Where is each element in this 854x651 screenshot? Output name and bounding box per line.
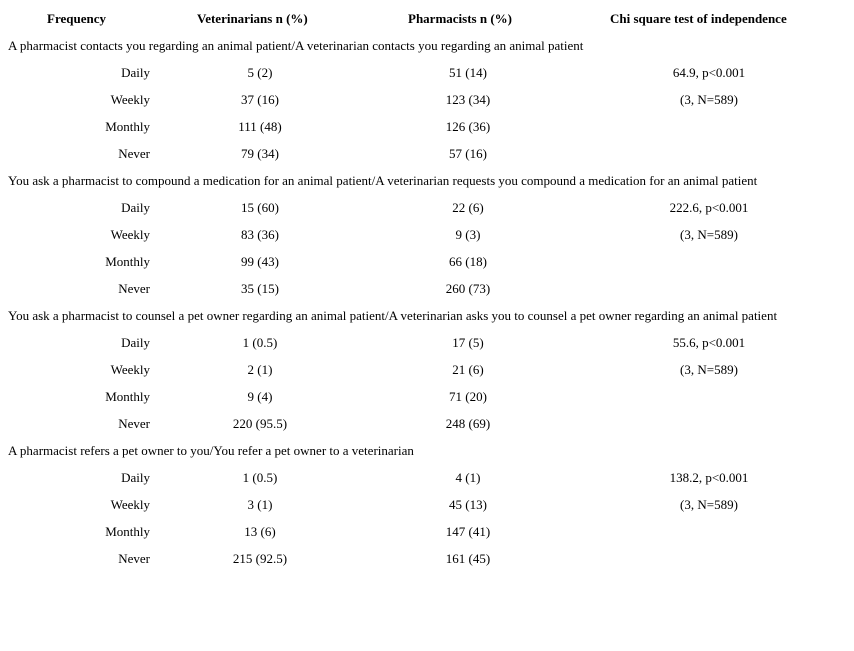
table-row — [0, 524, 854, 551]
pharmacists-cell: 126 (36) — [445, 119, 491, 134]
pharmacists-cell: 71 (20) — [449, 389, 487, 404]
frequency-cell: Weekly — [110, 227, 150, 242]
veterinarians-cell: 5 (2) — [247, 65, 273, 80]
chi-square-cell: (3, N=589) — [680, 92, 738, 107]
table-row — [0, 227, 854, 254]
frequency-cell: Daily — [121, 470, 150, 485]
table-row — [0, 362, 854, 389]
frequency-cell: Daily — [121, 200, 150, 215]
veterinarians-cell: 79 (34) — [241, 146, 279, 161]
pharmacists-cell: 17 (5) — [452, 335, 484, 350]
question-text: You ask a pharmacist to counsel a pet owner regarding an animal patient/A veterinarian asks you to counsel a pet owner regarding an animal patient — [8, 308, 778, 323]
frequency-cell: Weekly — [110, 92, 150, 107]
pharmacists-cell: 51 (14) — [449, 65, 487, 80]
table-row — [0, 470, 854, 497]
chi-square-cell: 55.6, p<0.001 — [672, 335, 746, 350]
question-section — [0, 38, 854, 173]
pharmacists-cell: 57 (16) — [449, 146, 487, 161]
frequency-cell: Never — [118, 551, 150, 566]
veterinarians-cell: 3 (1) — [247, 497, 273, 512]
header-pharmacists: Pharmacists n (%) — [408, 11, 512, 26]
frequency-cell: Daily — [121, 65, 150, 80]
veterinarians-cell: 83 (36) — [241, 227, 279, 242]
table-row — [0, 200, 854, 227]
veterinarians-cell: 215 (92.5) — [232, 551, 288, 566]
table-row — [0, 254, 854, 281]
question-text: You ask a pharmacist to compound a medication for an animal patient/A veterinarian requests you compound a medication for an animal patient — [8, 173, 758, 188]
question-section — [0, 173, 854, 308]
table-row — [0, 389, 854, 416]
pharmacists-cell: 260 (73) — [445, 281, 491, 296]
pharmacists-cell: 123 (34) — [445, 92, 491, 107]
veterinarians-cell: 37 (16) — [241, 92, 279, 107]
veterinarians-cell: 111 (48) — [238, 119, 282, 134]
veterinarians-cell: 99 (43) — [241, 254, 279, 269]
question-section — [0, 443, 854, 578]
frequency-cell: Daily — [121, 335, 150, 350]
frequency-cell: Monthly — [105, 389, 150, 404]
veterinarians-cell: 1 (0.5) — [242, 470, 278, 485]
veterinarians-cell: 2 (1) — [247, 362, 273, 377]
veterinarians-cell: 15 (60) — [241, 200, 279, 215]
pharmacists-cell: 248 (69) — [445, 416, 491, 431]
pharmacists-cell: 4 (1) — [455, 470, 481, 485]
frequency-cell: Weekly — [110, 362, 150, 377]
veterinarians-cell: 9 (4) — [247, 389, 273, 404]
table-row — [0, 551, 854, 578]
table-row — [0, 335, 854, 362]
table-row — [0, 497, 854, 524]
frequency-cell: Monthly — [105, 524, 150, 539]
chi-square-cell: (3, N=589) — [680, 362, 738, 377]
chi-square-cell: 222.6, p<0.001 — [669, 200, 749, 215]
header-chi-square: Chi square test of independence — [610, 11, 787, 26]
veterinarians-cell: 220 (95.5) — [232, 416, 288, 431]
frequency-cell: Never — [118, 281, 150, 296]
table-row — [0, 146, 854, 173]
table-row — [0, 416, 854, 443]
chi-square-cell: (3, N=589) — [680, 227, 738, 242]
pharmacists-cell: 45 (13) — [449, 497, 487, 512]
chi-square-cell: 138.2, p<0.001 — [669, 470, 749, 485]
question-section — [0, 308, 854, 443]
veterinarians-cell: 1 (0.5) — [242, 335, 278, 350]
table-row — [0, 92, 854, 119]
frequency-cell: Monthly — [105, 254, 150, 269]
pharmacists-cell: 21 (6) — [452, 362, 484, 377]
frequency-cell: Never — [118, 146, 150, 161]
pharmacists-cell: 161 (45) — [445, 551, 491, 566]
question-text: A pharmacist contacts you regarding an animal patient/A veterinarian contacts you regarding an animal patient — [8, 38, 584, 53]
veterinarians-cell: 13 (6) — [244, 524, 276, 539]
veterinarians-cell: 35 (15) — [241, 281, 279, 296]
frequency-cell: Monthly — [105, 119, 150, 134]
pharmacists-cell: 9 (3) — [455, 227, 481, 242]
pharmacists-cell: 66 (18) — [449, 254, 487, 269]
header-frequency: Frequency — [47, 11, 106, 26]
chi-square-cell: 64.9, p<0.001 — [672, 65, 746, 80]
table-row — [0, 65, 854, 92]
frequency-cell: Never — [118, 416, 150, 431]
header-veterinarians: Veterinarians n (%) — [197, 11, 308, 26]
table-row — [0, 119, 854, 146]
chi-square-cell: (3, N=589) — [680, 497, 738, 512]
pharmacists-cell: 22 (6) — [452, 200, 484, 215]
question-text: A pharmacist refers a pet owner to you/You refer a pet owner to a veterinarian — [8, 443, 414, 458]
pharmacists-cell: 147 (41) — [445, 524, 491, 539]
table-row — [0, 281, 854, 308]
frequency-cell: Weekly — [110, 497, 150, 512]
